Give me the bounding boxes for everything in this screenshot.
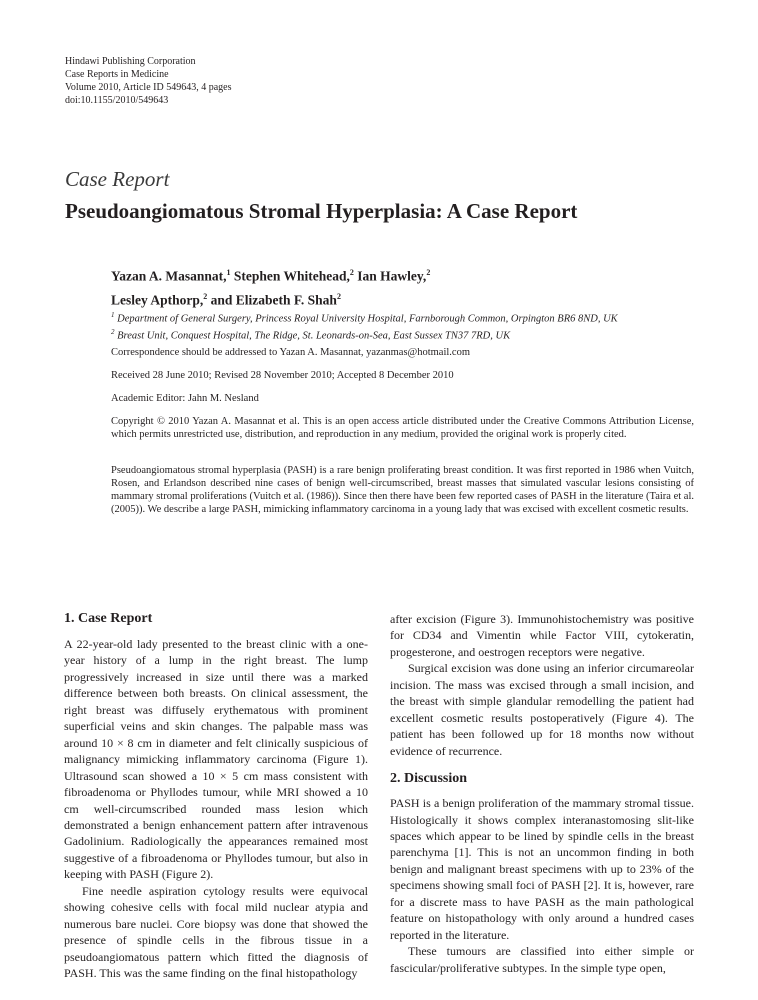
author-name: Yazan A. Masannat, xyxy=(111,268,227,284)
section-heading-case-report: 1. Case Report xyxy=(64,611,153,626)
author-name: Lesley Apthorp, xyxy=(111,292,204,307)
author-line-2 xyxy=(111,287,430,311)
paper-title: Pseudoangiomatous Stromal Hyperplasia: A Case Report xyxy=(65,199,578,223)
author-name: Stephen Whitehead, xyxy=(230,268,350,284)
body-paragraph: after excision (Figure 3). Immunohistochemistry was positive for CD34 and Vimentin while Factor VIII, cytokeratin, progesterone, and oestrogen receptors were negative. xyxy=(390,612,694,659)
editor-line: Academic Editor: Jahn M. Nesland xyxy=(111,393,259,404)
article-type-label: Case Report xyxy=(65,167,170,191)
doi-line: doi:10.1155/2010/549643 xyxy=(65,95,169,106)
section-heading-discussion: 2. Discussion xyxy=(390,771,468,787)
body-paragraph: A 22-year-old lady presented to the breast clinic with a one-year history of a lump in the right breast. The lump progressively increased in size until there was a marked difference between both breasts. On clinical assessment, the right breast was diffusely erythematous with prominent superficial veins and skin changes. The palpable mass was around 10 × 8 cm in diameter and felt clinically suspicious of malignancy mimicking inflammatory carcinoma (Figure 1). Ultrasound scan showed a 10 × 5 cm mass consistent with fibroadenoma or Phyllodes tumour, while MRI showed a 10 cm well-circumscribed rounded mass lesion which demonstrated a benign enhancement pattern after intravenous Gadolinium. Radiologically the appearances remained most suggestive of a fibroadenoma or Phyllodes tumour, but also in keeping with PASH (Figure 2). xyxy=(64,637,368,882)
author-affiliation-mark: 1 xyxy=(226,268,231,277)
volume-line: Volume 2010, Article ID 549643, 4 pages xyxy=(65,82,232,93)
author-list xyxy=(111,263,430,310)
author-affiliation-mark: 2 xyxy=(349,268,354,277)
affiliation-mark: 2 xyxy=(111,327,115,336)
body-paragraph: These tumours are classified into either simple or fascicular/proliferative subtypes. In the simple type open, xyxy=(390,944,694,975)
affiliation-text: Breast Unit, Conquest Hospital, The Ridge, St. Leonards-on-Sea, East Sussex TN37 7RD, UK xyxy=(114,330,511,341)
affiliation-text: Department of General Surgery, Princess Royal University Hospital, Farnborough Common, Orpington BR6 8ND, UK xyxy=(114,313,618,325)
correspondence-line: Correspondence should be addressed to Yazan A. Masannat, yazanmas@hotmail.com xyxy=(111,347,470,358)
affiliation-2 xyxy=(111,326,618,343)
author-name: Ian Hawley, xyxy=(353,268,427,284)
journal-name: Case Reports in Medicine xyxy=(65,69,169,80)
body-paragraph: PASH is a benign proliferation of the mammary stromal tissue. Histologically it shows complex interanastomosing slit-like spaces which appear to be lined by spindle cells in the breast parenchyma [1]. This is not an uncommon finding in both benign and malignant breast specimens with up to 23% of the specimens showing small foci of PASH [2]. It is, however, rare for a discrete mass to have PASH as the main pathological feature on histopathology with only around a hundred cases reported in the literature. xyxy=(390,796,694,942)
left-column xyxy=(64,610,368,982)
affiliation-1 xyxy=(111,309,618,326)
journal-masthead xyxy=(65,55,231,107)
abstract: Pseudoangiomatous stromal hyperplasia (PASH) is a rare benign proliferating breast condition. It was first reported in 1986 when Vuitch, Rosen, and Erlandson described nine cases of benign well-circumscribed, breast masses that simulated vascular lesions consisting of mammary stromal proliferations (Vuitch et al. (1986)). Since then there have been few reported cases of PASH in the literature (Taira et al. (2005)). We describe a large PASH, mimicking inflammatory carcinoma in a young lady that was excised with excellent cosmetic results. xyxy=(111,465,694,515)
dates-line: Received 28 June 2010; Revised 28 November 2010; Accepted 8 December 2010 xyxy=(111,370,454,381)
author-affiliation-mark: 2 xyxy=(336,291,341,301)
affiliation-mark: 1 xyxy=(111,311,115,319)
author-affiliation-mark: 2 xyxy=(203,291,208,301)
affiliations xyxy=(111,309,618,342)
publisher-line: Hindawi Publishing Corporation xyxy=(65,56,196,67)
right-column xyxy=(390,611,694,976)
copyright-notice: Copyright © 2010 Yazan A. Masannat et al. This is an open access article distributed under the Creative Commons Attribution License, which permits unrestricted use, distribution, and reproduction in any medium, provided the original work is properly cited. xyxy=(111,416,694,440)
author-line-1 xyxy=(111,263,430,287)
body-paragraph: Surgical excision was done using an inferior circumareolar incision. The mass was excised through a small incision, and the breast with simple glandular remodelling the patient had excellent cosmetic results postoperatively (Figure 4). The patient has been followed up for 18 months now without evidence of recurrence. xyxy=(390,661,694,758)
body-paragraph: Fine needle aspiration cytology results were equivocal showing cohesive cells with focal mild nuclear atypia and numerous bare nuclei. Core biopsy was done that showed the presence of spindle cells in the fibrous tissue in a pseudoangiomatous pattern which fitted the diagnosis of PASH. This was the same finding on the final histopathology xyxy=(64,883,368,981)
author-affiliation-mark: 2 xyxy=(426,268,431,277)
author-name: and Elizabeth F. Shah xyxy=(207,292,337,307)
